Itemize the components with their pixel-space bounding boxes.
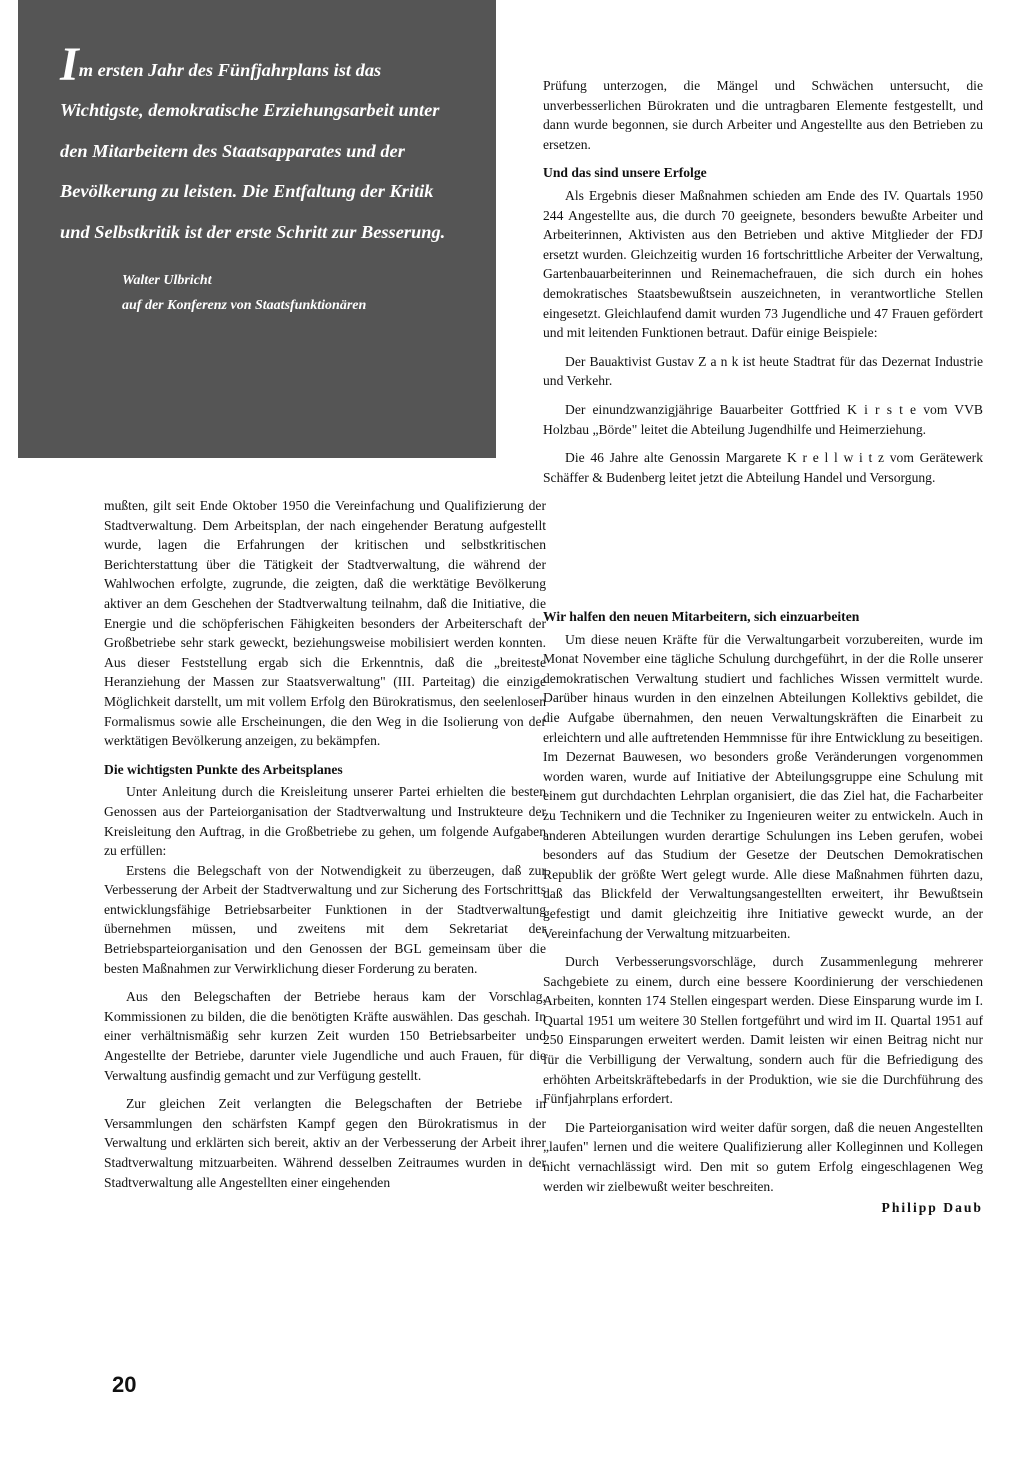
right-column-top <box>543 76 983 487</box>
quote-source: auf der Konferenz von Staatsfunktionären <box>122 298 367 314</box>
quote-author: Walter Ulbricht <box>122 273 212 289</box>
paragraph: mußten, gilt seit Ende Oktober 1950 die Vereinfachung und Qualifizierung der Stadtverwaltung. Dem Arbeitsplan, der nach eingehender Beratung aufgestellt wurde, lagen die Erfahrungen der kritischen und selbstkritischen Berichterstattung über die Tätigkeit der Stadtverwaltung, die während der Wahlwochen erfolgte, zugrunde, die zeigten, daß die werktätige Bevölkerung aktiver an dem Geschehen der Stadtverwaltung teilnahm, daß die Initiative, die Energie und die schöpferischen Fähigkeiten besonders der Arbeiterschaft der Großbetriebe sehr stark geweckt, beziehungsweise mobilisiert werden konnten. Aus dieser Feststellung ergab sich die Erkenntnis, daß die „breiteste Heranziehung der Massen zur Staatsverwaltung" (III. Parteitag) die einzige Möglichkeit darstellt, um mit vollem Erfolg den Bürokratismus, den seelenlosen Formalismus sowie alle Erscheinungen, die den Weg in die Isolierung von der werktätigen Bevölkerung anzeigen, zu bekämpfen. <box>104 498 546 749</box>
paragraph: Zur gleichen Zeit verlangten die Belegschaften der Betriebe in Versammlungen den schärfsten Kampf gegen den Bürokratismus in der Verwaltung und erklärten sich bereit, aktiv an der Verbesserung der Arbeit ihrer Stadtverwaltung mitzuarbeiten. Während desselben Zeitraumes wurden in der Stadtverwaltung alle Angestellten einer eingehenden <box>104 1096 546 1190</box>
left-column <box>104 496 546 1192</box>
quote-box <box>18 0 496 458</box>
paragraph: Als Ergebnis dieser Maßnahmen schieden am Ende des IV. Quartals 1950 244 Angestellte aus, die durch 70 geeignete, besonders bewußte Arbeiter und Arbeiterinnen, Aktivisten aus den Betrieben und aktive Mitglieder der FDJ ersetzt wurden. Gleichzeitig wurden 16 fortschrittliche Arbeiter der Verwaltung, Gartenbauarbeiterinnen und Reinemachefrauen, die sich durch ein hohes demokratisches Staatsbewußtsein auszeichneten, in verantwortliche Stellen eingesetzt. Gleichlaufend damit wurden 73 Jugendliche und 47 Frauen gefördert und mit leitenden Funktionen betraut. Dafür einige Beispiele: <box>543 187 983 341</box>
section-heading: Wir halfen den neuen Mitarbeitern, sich einzuarbeiten <box>543 609 860 624</box>
paragraph: Unter Anleitung durch die Kreisleitung unserer Partei erhielten die besten Genossen aus der Parteiorganisation der Stadtverwaltung und Instrukteure der Kreisleitung den Auftrag, in die Großbetriebe zu gehen, um folgende Aufgaben zu erfüllen: <box>104 784 546 859</box>
paragraph: Durch Verbesserungsvorschläge, durch Zusammenlegung mehrerer Sachgebiete zu einem, durch eine bessere Koordinierung der verschiedenen Arbeiten, konnten 174 Stellen eingespart werden. Diese Einsparung wurde im I. Quartal 1951 um weitere 30 Stellen fortgeführt und wird im II. Quartal 1951 auf 250 Einsparungen erweitert werden. Damit leisten wir einen Beitrag nicht nur für die Verbilligung der Verwaltung, sondern auch für die Befriedigung des erhöhten Arbeitskräftebedarfs in der Produktion, wie sie die Durchführung des Fünfjahrplans erfordert. <box>543 954 983 1107</box>
section-heading: Die wichtigsten Punkte des Arbeitsplanes <box>104 761 343 777</box>
paragraph: Der einundzwanzigjährige Bauarbeiter Gottfried K i r s t e vom VVB Holzbau „Börde" leitet die Abteilung Jugendhilfe und Heimerziehung. <box>543 401 983 437</box>
quote-dropcap: I <box>60 38 79 91</box>
quote-text <box>60 38 460 252</box>
quote-attribution <box>122 268 460 318</box>
paragraph: Erstens die Belegschaft von der Notwendigkeit zu überzeugen, daß zur Verbesserung der Arbeit der Stadtverwaltung und zur Sicherung des Fortschritts entwicklungsfähige Betriebsarbeiter Funktionen in der Stadtverwaltung übernehmen müssen, und zweitens mit dem Sekretariat der Betriebsparteiorganisation und den Genossen der BGL gemeinsam über die besten Maßnahmen zur Verwirklichung dieser Forderung zu beraten. <box>104 862 546 976</box>
page-number: 20 <box>112 1372 137 1397</box>
right-column-bottom <box>543 598 983 1218</box>
section-heading: Und das sind unsere Erfolge <box>543 165 707 181</box>
paragraph: Die 46 Jahre alte Genossin Margarete K r e l l w i t z vom Gerätewerk Schäffer & Budenberg leitet jetzt die Abteilung Handel und Versorgung. <box>543 450 983 485</box>
paragraph: Um diese neuen Kräfte für die Verwaltungarbeit vorzubereiten, wurde im Monat November eine tägliche Schulung durchgeführt, in der die Rolle unserer demokratischen Verwaltung studiert und fachliches Wissen vermittelt wurde. Darüber hinaus wurden in den einzelnen Abteilungen Kollektivs gebildet, die die Aufgabe übernahmen, den neuen Verwaltungskräften die Einarbeit zu erleichtern und alle auftretenden Hemmnisse für ihre Entwicklung zu beseitigen. Im Dezernat Bauwesen, wo besonders große Veränderungen vorgenommen worden waren, wurde auf Initiative der Abteilungsgruppe eine Schulung mit einem gut durchdachten Lehrplan organisiert, die das Ziel hat, die Facharbeiter zu Technikern und die Techniker zu Ingenieuren weiter zu entwickeln. Auch in anderen Abteilungen wurden derartige Schulungen ins Leben gerufen, wobei besonders auf das Studium der Gesetze der Deutschen Demokratischen Republik der größte Wert gelegt wurde. Alle diese Maßnahmen führten dazu, daß das Blickfeld der Verwaltungsangestellten erweitert, ihr Bewußtsein gefestigt und damit gleichzeitig ihre Initiative geweckt wurde, an der Vereinfachung der Verwaltung mitzuarbeiten. <box>543 631 983 941</box>
paragraph: Die Parteiorganisation wird weiter dafür sorgen, daß die neuen Angestellten „laufen" lernen und die weitere Qualifizierung aller Kolleginnen und Kollegen nicht vernachlässigt wird. Den mit so gutem Erfolg eingeschlagenen Weg werden wir zielbewußt weiter beschreiten. <box>543 1119 983 1194</box>
paragraph: Der Bauaktivist Gustav Z a n k ist heute Stadtrat für das Dezernat Industrie und Verkehr. <box>543 353 983 389</box>
author-signature: Philipp Daub <box>881 1200 983 1216</box>
paragraph: Aus den Belegschaften der Betriebe heraus kam der Vorschlag, Kommissionen zu bilden, die die benötigten Kräfte auswählen. Das geschah. In einer verhältnismäßig sehr kurzen Zeit wurden 150 Betriebsarbeiter und Angestellte der Betriebe, darunter viele Jugendliche und auch Frauen, für die Verwaltung ausfindig gemacht und zur Verfügung gestellt. <box>104 989 546 1083</box>
quote-body: m ersten Jahr des Fünfjahrplans ist das Wichtigste, demokratische Erziehungsarbeit unter den Mitarbeitern des Staatsapparates und der Bevölkerung zu leisten. Die Entfaltung der Kritik und Selbstkritik ist der erste Schritt zur Besserung. <box>60 60 446 242</box>
paragraph: Prüfung unterzogen, die Mängel und Schwächen untersucht, die unverbesserlichen Bürokraten und die untragbaren Elemente festgestellt, und dann wurde begonnen, sie durch Arbeiter und Angestellte aus den Betrieben zu ersetzen. <box>543 78 983 152</box>
